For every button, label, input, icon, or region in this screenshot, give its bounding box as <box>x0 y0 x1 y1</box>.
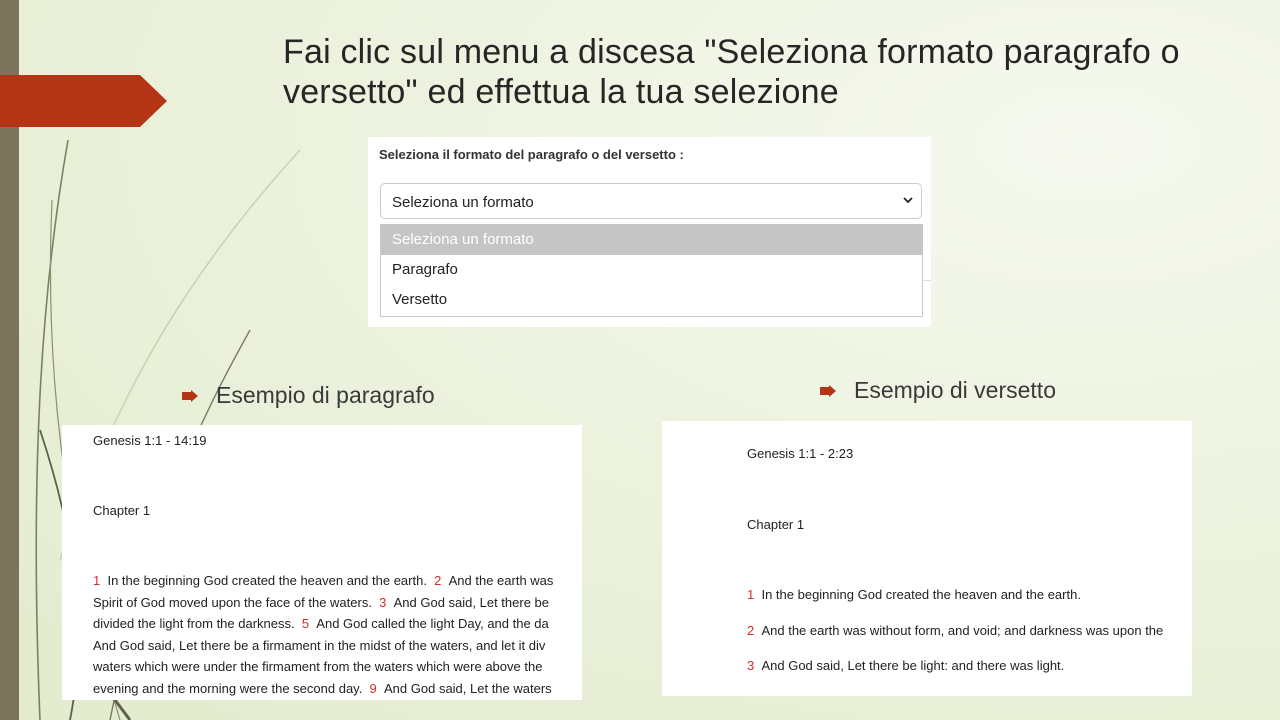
verse-number: 3 <box>747 658 762 673</box>
verse-chapter: Chapter 1 <box>747 517 805 532</box>
verse-text-segment: And God said, Let there be a firmament in the midst of the waters, and let it div <box>93 637 546 653</box>
verse-line <box>747 658 1064 673</box>
verse-number: 9 <box>362 680 385 696</box>
slide-accent-arrow <box>0 75 167 127</box>
format-select[interactable] <box>380 183 922 219</box>
paragraph-reference: Genesis 1:1 - 14:19 <box>93 433 207 448</box>
verse-text-segment: divided the light from the darkness. <box>93 616 295 631</box>
paragraph-example-panel <box>62 425 582 700</box>
verse-line <box>747 587 1081 602</box>
verse-text-segment: And the earth was <box>448 573 554 588</box>
arrow-bullet-icon <box>820 385 836 397</box>
verse-number: 1 <box>747 587 762 602</box>
verse-example-panel <box>662 421 1192 696</box>
paragraph-line <box>93 616 549 631</box>
verse-number: 2 <box>426 573 449 588</box>
option-paragraph[interactable]: Paragrafo <box>392 261 458 278</box>
divider <box>923 280 931 281</box>
chevron-down-icon <box>901 193 915 207</box>
verse-text-segment: Spirit of God moved upon the face of the waters. <box>93 594 372 610</box>
paragraph-chapter: Chapter 1 <box>93 503 151 518</box>
paragraph-line <box>93 595 549 610</box>
option-verse[interactable]: Versetto <box>392 291 448 308</box>
verse-text-segment: And God called the light Day, and the da <box>316 616 549 631</box>
format-options-list <box>380 224 923 317</box>
verse-reference: Genesis 1:1 - 2:23 <box>747 446 854 461</box>
verse-number: 1 <box>93 573 108 588</box>
verse-number: 2 <box>747 622 762 638</box>
paragraph-line <box>93 573 553 588</box>
verse-line <box>747 623 1163 638</box>
format-select-screenshot <box>368 137 931 327</box>
bullet-verse-example <box>820 377 1056 404</box>
format-select-value: Seleziona un formato <box>392 194 534 211</box>
verse-text-segment: And God said, Let there be <box>393 594 550 610</box>
verse-text-segment: evening and the morning were the second day. <box>93 680 363 696</box>
slide-title: Fai clic sul menu a discesa "Seleziona formato paragrafo o versetto" ed effettua la tua selezione <box>283 33 1180 111</box>
verse-text-segment: In the beginning God created the heaven and the earth. <box>107 573 427 588</box>
verse-text-segment: In the beginning God created the heaven and the earth. <box>761 587 1081 602</box>
arrow-bullet-icon <box>182 390 198 402</box>
paragraph-line <box>93 659 542 674</box>
verse-cutoff <box>747 691 1187 696</box>
verse-text-segment: And the earth was without form, and void; and darkness was upon the <box>761 622 1164 638</box>
verse-number: 5 <box>294 616 317 631</box>
bullet-paragraph-example <box>182 382 435 409</box>
verse-text-segment: And God said, Let there be light: and there was light. <box>761 658 1065 673</box>
option-select-format[interactable]: Seleziona un formato <box>381 225 922 255</box>
verse-number: 3 <box>371 594 394 610</box>
paragraph-line <box>93 638 545 653</box>
bullet-paragraph-label: Esempio di paragrafo <box>216 382 435 408</box>
bullet-verse-label: Esempio di versetto <box>854 377 1056 403</box>
verse-text-segment: And God said, Let the waters <box>384 680 552 696</box>
verse-text-segment: waters which were under the firmament from the waters which were above the <box>93 659 543 674</box>
format-select-label: Seleziona il formato del paragrafo o del versetto : <box>379 147 684 162</box>
paragraph-line <box>93 681 552 696</box>
